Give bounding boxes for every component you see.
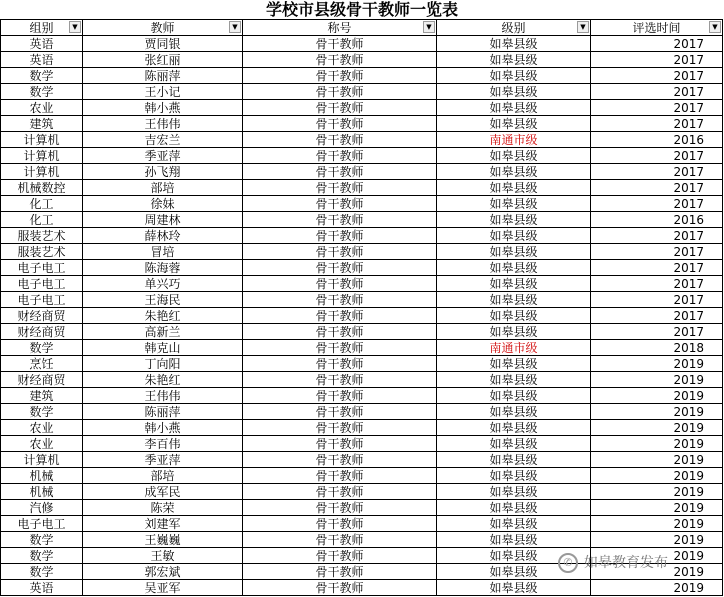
cell-year[interactable]: 2017	[591, 244, 723, 260]
cell-honor[interactable]: 骨干教师	[243, 164, 437, 180]
cell-year[interactable]: 2019	[591, 436, 723, 452]
cell-teacher[interactable]: 季亚萍	[83, 452, 243, 468]
cell-level[interactable]: 如皋县级	[437, 212, 591, 228]
cell-honor[interactable]: 骨干教师	[243, 84, 437, 100]
cell-level[interactable]: 如皋县级	[437, 52, 591, 68]
cell-group[interactable]: 财经商贸	[1, 372, 83, 388]
cell-teacher[interactable]: 部培	[83, 180, 243, 196]
cell-honor[interactable]: 骨干教师	[243, 100, 437, 116]
cell-honor[interactable]: 骨干教师	[243, 196, 437, 212]
cell-group[interactable]: 服装艺术	[1, 244, 83, 260]
cell-honor[interactable]: 骨干教师	[243, 516, 437, 532]
cell-honor[interactable]: 骨干教师	[243, 484, 437, 500]
cell-year[interactable]: 2017	[591, 276, 723, 292]
cell-teacher[interactable]: 韩克山	[83, 340, 243, 356]
cell-group[interactable]: 电子电工	[1, 292, 83, 308]
cell-level[interactable]: 如皋县级	[437, 84, 591, 100]
cell-level[interactable]: 如皋县级	[437, 436, 591, 452]
table-row	[1, 68, 723, 84]
cell-honor[interactable]: 骨干教师	[243, 580, 437, 596]
cell-group[interactable]: 数学	[1, 548, 83, 564]
cell-group[interactable]: 服装艺术	[1, 228, 83, 244]
cell-level[interactable]: 如皋县级	[437, 228, 591, 244]
cell-year[interactable]: 2019	[591, 468, 723, 484]
watermark-text: 如皋教育发布	[584, 555, 668, 571]
cell-teacher[interactable]: 孙飞翔	[83, 164, 243, 180]
table-row	[1, 100, 723, 116]
table-row	[1, 52, 723, 68]
cell-honor[interactable]: 骨干教师	[243, 324, 437, 340]
header-label: 组别	[29, 20, 54, 35]
cell-level[interactable]: 如皋县级	[437, 548, 591, 564]
cell-group[interactable]: 建筑	[1, 116, 83, 132]
table-row	[1, 148, 723, 164]
cell-level[interactable]: 如皋县级	[437, 564, 591, 580]
cell-level[interactable]: 如皋县级	[437, 356, 591, 372]
cell-honor[interactable]: 骨干教师	[243, 372, 437, 388]
cell-year[interactable]: 2017	[591, 100, 723, 116]
cell-group[interactable]: 英语	[1, 36, 83, 52]
cell-group[interactable]: 化工	[1, 196, 83, 212]
cell-year[interactable]: 2017	[591, 36, 723, 52]
cell-year[interactable]: 2017	[591, 68, 723, 84]
table-row	[1, 340, 723, 356]
cell-teacher[interactable]: 季亚萍	[83, 148, 243, 164]
cell-group[interactable]: 建筑	[1, 388, 83, 404]
table-row	[1, 420, 723, 436]
table-row	[1, 404, 723, 420]
cell-group[interactable]: 财经商贸	[1, 308, 83, 324]
cell-year[interactable]: 2017	[591, 324, 723, 340]
table-row	[1, 356, 723, 372]
cell-teacher[interactable]: 陈丽萍	[83, 404, 243, 420]
cell-honor[interactable]: 骨干教师	[243, 532, 437, 548]
filter-dropdown-icon[interactable]: ▼	[229, 21, 241, 33]
cell-teacher[interactable]: 薛林玲	[83, 228, 243, 244]
cell-year[interactable]: 2019	[591, 356, 723, 372]
cell-year[interactable]: 2017	[591, 196, 723, 212]
cell-honor[interactable]: 骨干教师	[243, 116, 437, 132]
filter-dropdown-icon[interactable]: ▼	[69, 21, 81, 33]
cell-group[interactable]: 电子电工	[1, 276, 83, 292]
table-row	[1, 452, 723, 468]
cell-level[interactable]: 如皋县级	[437, 276, 591, 292]
cell-honor[interactable]: 骨干教师	[243, 180, 437, 196]
wechat-icon: ✆	[558, 553, 578, 573]
table-row	[1, 308, 723, 324]
cell-level[interactable]: 如皋县级	[437, 580, 591, 596]
table-row	[1, 500, 723, 516]
cell-year[interactable]: 2019	[591, 452, 723, 468]
cell-level[interactable]: 如皋县级	[437, 116, 591, 132]
cell-honor[interactable]: 骨干教师	[243, 52, 437, 68]
cell-group[interactable]: 数学	[1, 564, 83, 580]
cell-level[interactable]: 如皋县级	[437, 468, 591, 484]
cell-teacher[interactable]: 周建林	[83, 212, 243, 228]
table-row	[1, 196, 723, 212]
cell-teacher[interactable]: 王伟伟	[83, 388, 243, 404]
cell-honor[interactable]: 骨干教师	[243, 420, 437, 436]
cell-honor[interactable]: 骨干教师	[243, 260, 437, 276]
cell-teacher[interactable]: 单兴巧	[83, 276, 243, 292]
header-honor	[243, 20, 437, 36]
cell-teacher[interactable]: 韩小燕	[83, 100, 243, 116]
table-row	[1, 484, 723, 500]
cell-level[interactable]: 如皋县级	[437, 148, 591, 164]
filter-dropdown-icon[interactable]: ▼	[709, 21, 721, 33]
cell-honor[interactable]: 骨干教师	[243, 212, 437, 228]
cell-group[interactable]: 机械	[1, 484, 83, 500]
table-row	[1, 468, 723, 484]
cell-level[interactable]: 如皋县级	[437, 68, 591, 84]
table-row	[1, 164, 723, 180]
cell-teacher[interactable]: 成军民	[83, 484, 243, 500]
cell-honor[interactable]: 骨干教师	[243, 340, 437, 356]
cell-honor[interactable]: 骨干教师	[243, 292, 437, 308]
cell-year[interactable]: 2017	[591, 180, 723, 196]
cell-honor[interactable]: 骨干教师	[243, 308, 437, 324]
cell-level[interactable]: 如皋县级	[437, 324, 591, 340]
cell-honor[interactable]: 骨干教师	[243, 228, 437, 244]
cell-year[interactable]: 2019	[591, 580, 723, 596]
cell-year[interactable]: 2019	[591, 404, 723, 420]
cell-year[interactable]: 2017	[591, 52, 723, 68]
cell-honor[interactable]: 骨干教师	[243, 148, 437, 164]
cell-level[interactable]: 如皋县级	[437, 388, 591, 404]
cell-level[interactable]: 如皋县级	[437, 308, 591, 324]
header-label: 评选时间	[632, 20, 681, 35]
cell-teacher[interactable]: 王海民	[83, 292, 243, 308]
cell-teacher[interactable]: 王巍巍	[83, 532, 243, 548]
header-label: 教师	[150, 20, 175, 35]
cell-teacher[interactable]: 韩小燕	[83, 420, 243, 436]
cell-group[interactable]: 烹饪	[1, 356, 83, 372]
cell-teacher[interactable]: 刘建军	[83, 516, 243, 532]
cell-honor[interactable]: 骨干教师	[243, 388, 437, 404]
cell-year[interactable]: 2019	[591, 420, 723, 436]
cell-teacher[interactable]: 王敏	[83, 548, 243, 564]
cell-year[interactable]: 2018	[591, 340, 723, 356]
cell-level[interactable]: 如皋县级	[437, 196, 591, 212]
cell-honor[interactable]: 骨干教师	[243, 500, 437, 516]
cell-teacher[interactable]: 朱艳红	[83, 308, 243, 324]
table-row	[1, 388, 723, 404]
cell-teacher[interactable]: 部培	[83, 468, 243, 484]
cell-teacher[interactable]: 陈丽萍	[83, 68, 243, 84]
cell-group[interactable]: 英语	[1, 52, 83, 68]
cell-teacher[interactable]: 吴亚军	[83, 580, 243, 596]
cell-teacher[interactable]: 张红丽	[83, 52, 243, 68]
cell-honor[interactable]: 骨干教师	[243, 452, 437, 468]
cell-level[interactable]: 如皋县级	[437, 484, 591, 500]
cell-group[interactable]: 数学	[1, 404, 83, 420]
cell-level[interactable]: 如皋县级	[437, 36, 591, 52]
cell-year[interactable]: 2019	[591, 500, 723, 516]
header-level	[437, 20, 591, 36]
cell-year[interactable]: 2017	[591, 84, 723, 100]
cell-honor[interactable]: 骨干教师	[243, 548, 437, 564]
cell-level[interactable]: 如皋县级	[437, 372, 591, 388]
table-row	[1, 324, 723, 340]
cell-group[interactable]: 数学	[1, 340, 83, 356]
cell-group[interactable]: 机械数控	[1, 180, 83, 196]
cell-honor[interactable]: 骨干教师	[243, 244, 437, 260]
cell-group[interactable]: 数学	[1, 532, 83, 548]
table-row	[1, 292, 723, 308]
cell-group[interactable]: 电子电工	[1, 516, 83, 532]
cell-group[interactable]: 计算机	[1, 164, 83, 180]
cell-level[interactable]: 如皋县级	[437, 452, 591, 468]
cell-teacher[interactable]: 丁向阳	[83, 356, 243, 372]
cell-level[interactable]: 如皋县级	[437, 244, 591, 260]
cell-honor[interactable]: 骨干教师	[243, 356, 437, 372]
cell-year[interactable]: 2017	[591, 228, 723, 244]
header-row	[1, 20, 723, 36]
cell-honor[interactable]: 骨干教师	[243, 36, 437, 52]
table-row	[1, 132, 723, 148]
cell-year[interactable]: 2019	[591, 532, 723, 548]
cell-group[interactable]: 数学	[1, 68, 83, 84]
cell-honor[interactable]: 骨干教师	[243, 436, 437, 452]
table-row	[1, 36, 723, 52]
cell-group[interactable]: 电子电工	[1, 260, 83, 276]
cell-teacher[interactable]: 贾同银	[83, 36, 243, 52]
cell-group[interactable]: 农业	[1, 420, 83, 436]
cell-teacher[interactable]: 冒培	[83, 244, 243, 260]
cell-level[interactable]: 南通市级	[437, 132, 591, 148]
cell-year[interactable]: 2019	[591, 516, 723, 532]
cell-honor[interactable]: 骨干教师	[243, 132, 437, 148]
cell-level[interactable]: 如皋县级	[437, 420, 591, 436]
cell-year[interactable]: 2016	[591, 212, 723, 228]
cell-year[interactable]: 2017	[591, 292, 723, 308]
cell-group[interactable]: 计算机	[1, 148, 83, 164]
cell-group[interactable]: 机械	[1, 468, 83, 484]
cell-year[interactable]: 2017	[591, 308, 723, 324]
table-row	[1, 180, 723, 196]
cell-group[interactable]: 计算机	[1, 452, 83, 468]
cell-honor[interactable]: 骨干教师	[243, 276, 437, 292]
table-row	[1, 212, 723, 228]
cell-year[interactable]: 2017	[591, 116, 723, 132]
table-row	[1, 532, 723, 548]
cell-teacher[interactable]: 王小记	[83, 84, 243, 100]
cell-group[interactable]: 农业	[1, 436, 83, 452]
cell-teacher[interactable]: 吉宏兰	[83, 132, 243, 148]
table-row	[1, 84, 723, 100]
cell-level[interactable]: 如皋县级	[437, 404, 591, 420]
watermark	[558, 551, 668, 575]
cell-year[interactable]: 2019	[591, 372, 723, 388]
cell-teacher[interactable]: 陈荣	[83, 500, 243, 516]
cell-teacher[interactable]: 高新兰	[83, 324, 243, 340]
cell-level[interactable]: 如皋县级	[437, 164, 591, 180]
cell-year[interactable]: 2019	[591, 564, 723, 580]
header-year	[591, 20, 723, 36]
table-row	[1, 516, 723, 532]
sheet-title: 学校市县级骨干教师一览表	[265, 0, 458, 19]
cell-group[interactable]: 英语	[1, 580, 83, 596]
cell-honor[interactable]: 骨干教师	[243, 564, 437, 580]
data-table	[0, 19, 723, 596]
header-label: 级别	[501, 20, 526, 35]
cell-level[interactable]: 如皋县级	[437, 180, 591, 196]
table-row	[1, 228, 723, 244]
cell-group[interactable]: 化工	[1, 212, 83, 228]
cell-teacher[interactable]: 郭宏斌	[83, 564, 243, 580]
table-row	[1, 244, 723, 260]
cell-honor[interactable]: 骨干教师	[243, 468, 437, 484]
cell-group[interactable]: 汽修	[1, 500, 83, 516]
cell-teacher[interactable]: 陈海蓉	[83, 260, 243, 276]
cell-year[interactable]: 2016	[591, 132, 723, 148]
header-group	[1, 20, 83, 36]
table-row	[1, 276, 723, 292]
cell-teacher[interactable]: 李百伟	[83, 436, 243, 452]
table-row	[1, 260, 723, 276]
cell-teacher[interactable]: 王伟伟	[83, 116, 243, 132]
cell-level[interactable]: 如皋县级	[437, 260, 591, 276]
table-row	[1, 436, 723, 452]
cell-year[interactable]: 2019	[591, 388, 723, 404]
cell-honor[interactable]: 骨干教师	[243, 68, 437, 84]
table-row	[1, 116, 723, 132]
cell-teacher[interactable]: 朱艳红	[83, 372, 243, 388]
cell-group[interactable]: 财经商贸	[1, 324, 83, 340]
cell-level[interactable]: 如皋县级	[437, 292, 591, 308]
header-label: 称号	[327, 20, 352, 35]
header-teacher	[83, 20, 243, 36]
cell-level[interactable]: 如皋县级	[437, 532, 591, 548]
cell-level[interactable]: 如皋县级	[437, 500, 591, 516]
cell-group[interactable]: 数学	[1, 84, 83, 100]
cell-year[interactable]: 2017	[591, 148, 723, 164]
cell-teacher[interactable]: 徐妹	[83, 196, 243, 212]
cell-year[interactable]: 2017	[591, 164, 723, 180]
cell-group[interactable]: 计算机	[1, 132, 83, 148]
cell-level[interactable]: 如皋县级	[437, 100, 591, 116]
filter-active-icon[interactable]: ▼	[423, 21, 435, 33]
cell-year[interactable]: 2017	[591, 260, 723, 276]
cell-group[interactable]: 农业	[1, 100, 83, 116]
cell-honor[interactable]: 骨干教师	[243, 404, 437, 420]
cell-level[interactable]: 南通市级	[437, 340, 591, 356]
cell-year[interactable]: 2019	[591, 548, 723, 564]
table-row	[1, 372, 723, 388]
table-row	[1, 580, 723, 596]
cell-level[interactable]: 如皋县级	[437, 516, 591, 532]
cell-year[interactable]: 2019	[591, 484, 723, 500]
filter-active-icon[interactable]: ▼	[577, 21, 589, 33]
